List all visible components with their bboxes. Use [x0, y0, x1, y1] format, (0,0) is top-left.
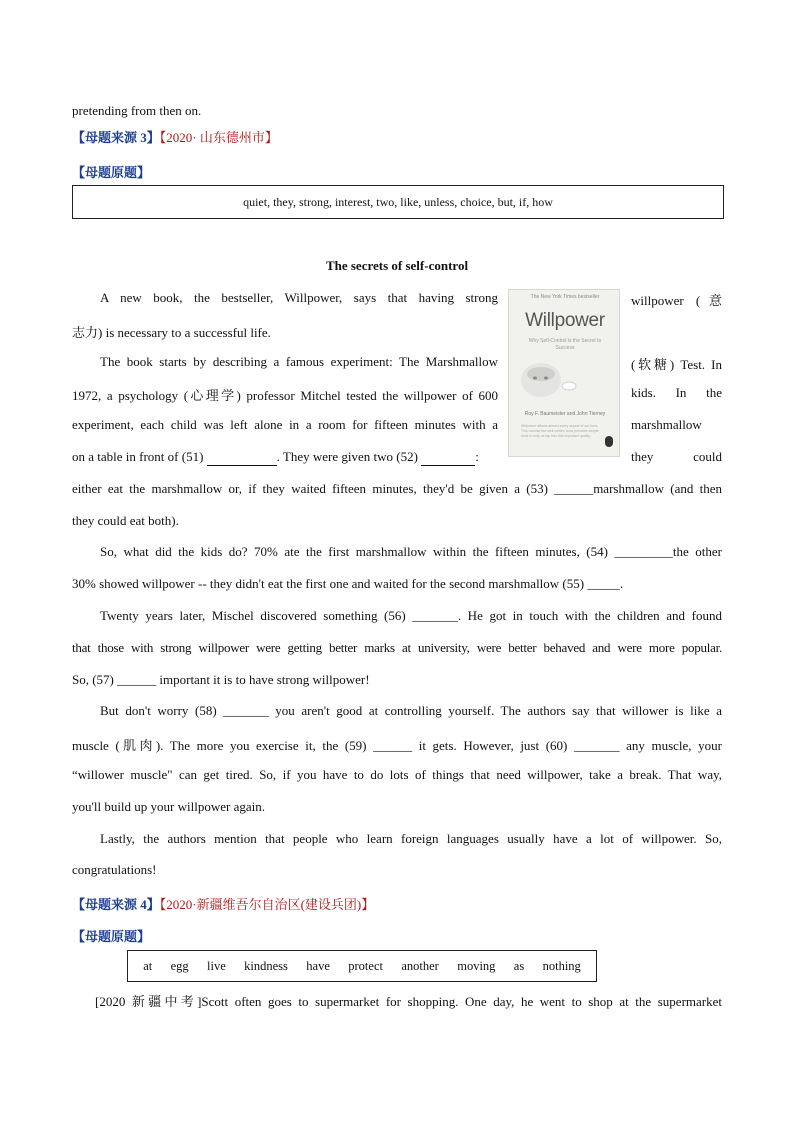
word-box-item: have	[306, 958, 330, 973]
original-label: 【母题原题】	[72, 929, 151, 944]
paragraph-2-line-3: experiment, each child was left alone in a room for fifteen minutes with a	[72, 417, 498, 432]
paragraph-5-line-2: muscle (肌肉). The more you exercise it, the (59) ______ it gets. However, just (60) _______ any muscle, your	[72, 738, 722, 753]
source-detail: 【2020· 山东德州市】	[159, 130, 278, 145]
child-face-illustration	[519, 354, 581, 398]
paragraph-2-line-2: 1972, a psychology (心理学) professor Mitchel tested the willpower of 600	[72, 388, 498, 403]
word-box-item: at	[143, 958, 153, 973]
paragraph-5-line-4: you'll build up your willpower again.	[72, 799, 265, 814]
book-cover-title: Willpower	[525, 310, 605, 331]
word-box	[72, 185, 724, 219]
paragraph-2-line-1: The book starts by describing a famous experiment: The Marshmallow	[100, 354, 498, 369]
word-box-item: another	[401, 958, 439, 973]
paragraph-4-line-3: So, (57) ______ important it is to have strong willpower!	[72, 672, 370, 687]
last-line: [2020 新疆中考]Scott often goes to supermarket for shopping. One day, he went to shop at the supermarket	[95, 994, 722, 1009]
paragraph-3-line-2: 30% showed willpower -- they didn't eat the first one and waited for the second marshmallow (55) _____.	[72, 576, 624, 591]
word-box-text: quiet, they, strong, interest, two, like, unless, choice, but, if, how	[243, 194, 553, 209]
paragraph-5-line-1: But don't worry (58) _______ you aren't good at controlling yourself. The authors say that willower is like a	[100, 703, 722, 718]
word-box-item: as	[513, 958, 525, 973]
source-label: 【母题来源 3】	[72, 130, 160, 145]
word-box-item: nothing	[542, 958, 581, 973]
blank-52-suffix: :	[475, 449, 479, 464]
paragraph-6-line-2: congratulations!	[72, 862, 157, 877]
source-detail: 【2020·新疆维吾尔自治区(建设兵团)】	[159, 897, 375, 912]
blank-52-prefix: . They were given two (52)	[276, 449, 422, 464]
word-box	[127, 950, 597, 982]
word-box-item: egg	[170, 958, 189, 973]
source-heading-3	[72, 127, 278, 146]
paragraph-4-line-2: that those with strong willpower were getting better marks at university, were better behaved and were more popular.	[72, 640, 722, 655]
word-box-item: moving	[457, 958, 496, 973]
paragraph-2-line-2-right: kids. In the	[631, 385, 722, 400]
paragraph-2-line-6: they could eat both).	[72, 513, 179, 528]
paragraph-6-line-1: Lastly, the authors mention that people who learn foreign languages usually have a lot of willpower. So,	[100, 831, 722, 846]
word-box-item: kindness	[244, 958, 288, 973]
publisher-logo-icon	[605, 436, 613, 447]
blank-51-prefix: on a table in front of (51)	[72, 449, 207, 464]
paragraph-5-line-3: “willower muscle" can get tired. So, if you have to do lots of things that need willpower, take a break. That way,	[72, 767, 722, 782]
paragraph-3-line-1: So, what did the kids do? 70% ate the first marshmallow within the fifteen minutes, (54) _________the other	[100, 544, 722, 559]
book-cover-top-text: The New York Times bestseller	[530, 294, 600, 300]
book-cover-subtitle: Why Self-Control is the Secret to Success	[528, 338, 602, 351]
paragraph-2-line-5: either eat the marshmallow or, if they waited fifteen minutes, they'd be given a (53) ______marshmallow (and then	[72, 481, 722, 496]
paragraph-1-line-1-right: willpower (意	[631, 293, 722, 308]
paragraph-4-line-1: Twenty years later, Mischel discovered something (56) _______. He got in touch with the children and found	[100, 608, 722, 623]
source-label: 【母题来源 4】	[72, 897, 160, 912]
paragraph-1-line-1: A new book, the bestseller, Willpower, says that having strong	[100, 290, 498, 305]
blank-51	[207, 449, 277, 466]
passage-title: The secrets of self-control	[325, 258, 469, 273]
paragraph-1-line-2: 志力) is necessary to a successful life.	[72, 325, 271, 340]
paragraph-2-line-4	[72, 449, 479, 466]
paragraph-2-line-4-right: they could	[631, 449, 722, 464]
book-cover-image	[508, 289, 620, 457]
source-heading-4	[72, 894, 374, 913]
paragraph-2-line-3-right: marshmallow	[631, 417, 702, 432]
original-label: 【母题原题】	[72, 165, 151, 180]
word-box-item: protect	[348, 958, 383, 973]
paragraph-2-line-1-right: (软糖) Test. In	[631, 357, 722, 372]
intro-line: pretending from then on.	[72, 103, 202, 118]
blank-52	[421, 449, 475, 466]
word-box-item: live	[207, 958, 226, 973]
book-cover-blurb: Willpower affects almost every aspect of our lives. This concise but well-written book provides simple tools to help us tap into this important quality.	[521, 424, 599, 438]
book-cover-authors: Roy F. Baumeister and John Tierney	[524, 411, 606, 417]
